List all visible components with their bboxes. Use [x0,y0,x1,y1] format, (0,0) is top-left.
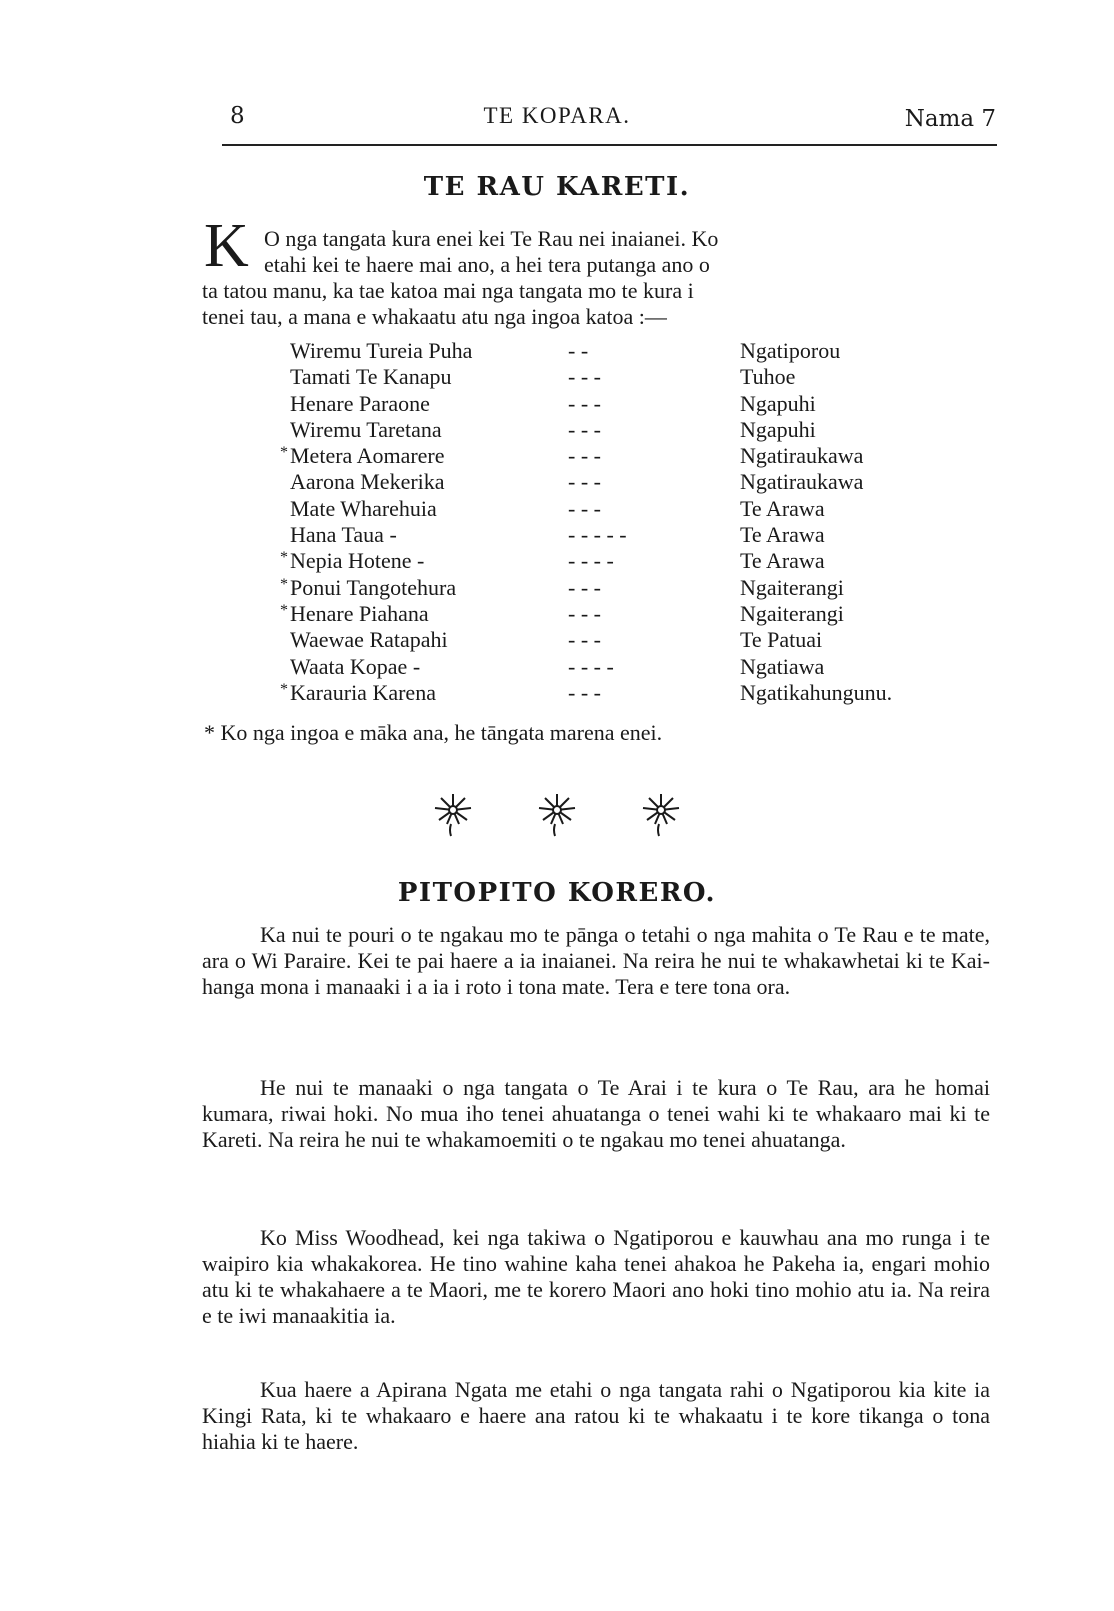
student-tribe: Ngatikahungunu. [740,679,893,705]
student-tribe: Tuhoe [740,364,796,390]
section-heading-pitopito-korero: PITOPITO KORERO. [397,878,717,908]
footnote: * Ko nga ingoa e māka ana, he tāngata marena enei. [204,720,663,745]
leader-dots: - - - [568,443,601,469]
leader-dots: - - - [568,495,601,521]
header-rule [222,144,997,146]
flower-ornament-icon [639,790,683,838]
leader-dots: - - - - [568,653,614,679]
news-paragraph: Kua haere a Apirana Ngata me etahi o nga tangata rahi o Ngatiporou kia kite ia Kingi Rata, ki te whakaaro e haere ana ratou ki te whakaatu i te kore tikanga o tona hiahia ki te haere. [202,1377,990,1454]
student-name: Karauria Karena [290,679,436,705]
student-name: Hana Taua - [290,522,397,548]
student-marker: * [280,601,288,619]
student-row [268,496,968,522]
page-number: 8 [230,103,245,129]
student-tribe: Ngatiawa [740,653,825,679]
leader-dots: - - - [568,390,601,416]
student-tribe: Ngaiterangi [740,574,844,600]
student-name: Mate Wharehuia [290,495,437,521]
student-marker: * [280,549,288,567]
leader-dots: - - - [568,627,601,653]
student-tribe: Ngapuhi [740,390,816,416]
student-row [268,417,968,443]
student-tribe: Te Arawa [740,495,825,521]
student-name: Wiremu Taretana [290,416,442,442]
student-name: Aarona Mekerika [290,469,445,495]
section-heading-te-rau-kareti: TE RAU KARETI. [423,172,691,202]
issue-number: Nama 7 [904,106,996,132]
leader-dots: - - - [568,574,601,600]
student-row [268,575,968,601]
student-name: Metera Aomarere [290,443,445,469]
student-marker: * [280,444,288,462]
intro-line: O nga tangata kura enei kei Te Rau nei inaianei. Ko [264,226,719,251]
student-tribe: Te Patuai [740,627,823,653]
student-row [268,654,968,680]
leader-dots: - - - [568,679,601,705]
leader-dots: - - - - [568,548,614,574]
news-paragraph: Ko Miss Woodhead, kei nga takiwa o Ngatiporou e kauwhau ana mo runga i te waipiro kia whakakorea. He tino wahine kaha tenei ahakoa he Pakeha ia, engari mohio atu ki te whakahaere a te Maori, me te korero Maori ano hoki tino mohio atu ia. Na reira e te iwi manaakitia ia. [202,1225,990,1328]
drop-cap: K [204,212,249,280]
student-name: Wiremu Tureia Puha [290,338,473,363]
news-paragraph: Ka nui te pouri o te ngakau mo te pānga o tetahi o nga mahita o Te Rau e te mate, ara o Wi Paraire. Kei te pai haere a ia inaianei. Na reira he nui te whakawhetai ki te Kai-hanga mona i manaaki i a ia i roto i tona mate. Tera e tere tona ora. [202,922,990,999]
student-row [268,680,968,706]
publication-title: TE KOPARA. [483,103,631,128]
leader-dots: - - - - - [568,522,627,548]
student-name: Ponui Tangotehura [290,574,457,600]
student-row [268,548,968,574]
student-row [268,443,968,469]
student-name: Waewae Ratapahi [290,627,448,653]
intro-line: tenei tau, a mana e whakaatu atu nga ingoa katoa :— [202,304,667,329]
news-paragraph: He nui te manaaki o nga tangata o Te Arai i te kura o Te Rau, ara he homai kumara, riwai hoki. No mua iho tenei ahuatanga o tenei wahi ki te whakaaro mai ki te Kareti. Na reira he nui te whakamoemiti o te ngakau mo tenei ahuatanga. [202,1075,990,1152]
student-row [268,601,968,627]
student-tribe: Te Arawa [740,548,825,574]
leader-dots: - - [568,338,589,363]
leader-dots: - - - [568,364,601,390]
student-tribe: Ngapuhi [740,416,816,442]
student-tribe: Ngatiraukawa [740,443,864,469]
intro-line: etahi kei te haere mai ano, a hei tera putanga ano o [264,252,710,277]
student-list [268,338,968,706]
student-row [268,522,968,548]
student-name: Waata Kopae - [290,653,421,679]
leader-dots: - - - [568,469,601,495]
ornament-divider [0,790,1114,838]
student-tribe: Ngatiraukawa [740,469,864,495]
student-row [268,627,968,653]
student-name: Tamati Te Kanapu [290,364,452,390]
intro-line: ta tatou manu, ka tae katoa mai nga tangata mo te kura i [202,278,694,303]
student-tribe: Ngatiporou [740,338,841,363]
student-row [268,469,968,495]
student-name: Henare Paraone [290,390,430,416]
student-name: Henare Piahana [290,600,429,626]
student-tribe: Te Arawa [740,522,825,548]
student-marker: * [280,680,288,698]
student-marker: * [280,575,288,593]
student-row [268,364,968,390]
student-row [268,338,968,364]
leader-dots: - - - [568,416,601,442]
student-tribe: Ngaiterangi [740,600,844,626]
student-name: Nepia Hotene - [290,548,425,574]
flower-ornament-icon [535,790,579,838]
flower-ornament-icon [431,790,475,838]
intro-paragraph [202,226,992,330]
leader-dots: - - - [568,600,601,626]
student-row [268,391,968,417]
